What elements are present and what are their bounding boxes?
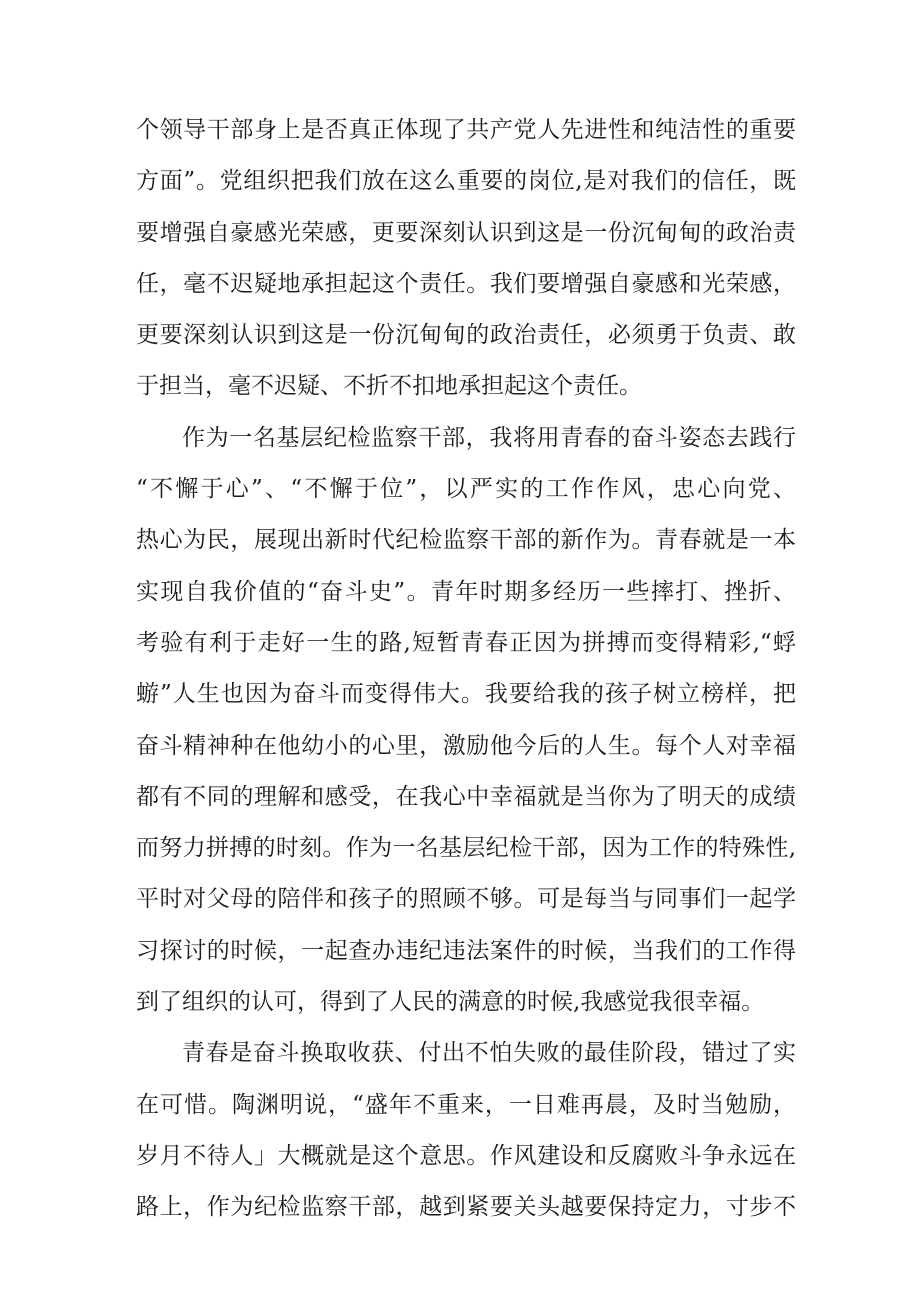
text-line: 路上，作为纪检监察干部，越到紧要关头越要保持定力，寸步不 — [136, 1194, 796, 1221]
text-line: 任，毫不迟疑地承担起这个责任。我们要增强自豪感和光荣感， — [136, 270, 796, 297]
text-line: 考验有利于走好一生的路,短暂青春正因为拼搏而变得精彩,“蜉 — [136, 629, 796, 656]
text-line: 而努力拼搏的时刻。作为一名基层纪检干部，因为工作的特殊性, — [136, 835, 796, 862]
text-line: 岁月不待人」大概就是这个意思。作风建设和反腐败斗争永远在 — [136, 1142, 796, 1169]
text-line: 于担当，毫不迟疑、不折不扣地承担起这个责任。 — [136, 373, 642, 400]
text-line: 蝣”人生也因为奋斗而变得伟大。我要给我的孩子树立榜样，把 — [136, 681, 796, 708]
text-line: 方面”。党组织把我们放在这么重要的岗位,是对我们的信任，既 — [136, 168, 796, 195]
text-line: 更要深刻认识到这是一份沉甸甸的政治责任，必须勇于负责、敢 — [136, 322, 796, 349]
text-line: 个领导干部身上是否真正体现了共产党人先进性和纯洁性的重要 — [136, 117, 796, 143]
text-line: “不懈于心”、“不懈于位”，以严实的工作作风，忠心向党、 — [136, 476, 796, 503]
document-body — [136, 105, 796, 1234]
text-line: 都有不同的理解和感受，在我心中幸福就是当你为了明天的成绩 — [136, 783, 796, 810]
text-line: 实现自我价值的“奋斗史”。青年时期多经历一些摔打、挫折、 — [136, 578, 796, 605]
text-line: 作为一名基层纪检监察干部，我将用青春的奋斗姿态去践行 — [182, 424, 796, 451]
text-line: 在可惜。陶渊明说，“盛年不重来，一日难再晨，及时当勉励， — [136, 1091, 796, 1118]
text-line: 奋斗精神种在他幼小的心里，激励他今后的人生。每个人对幸福 — [136, 732, 796, 759]
text-line: 到了组织的认可，得到了人民的满意的时候,我感觉我很幸福。 — [136, 989, 765, 1016]
text-line: 习探讨的时候，一起查办违纪违法案件的时候，当我们的工作得 — [136, 937, 796, 964]
text-line: 青春是奋斗换取收获、付出不怕失败的最佳阶段，错过了实 — [182, 1040, 796, 1067]
text-line: 热心为民，展现出新时代纪检监察干部的新作为。青春就是一本 — [136, 527, 796, 554]
text-line: 要增强自豪感光荣感，更要深刻认识到这是一份沉甸甸的政治责 — [136, 219, 796, 246]
text-line: 平时对父母的陪伴和孩子的照顾不够。可是每当与同事们一起学 — [136, 886, 796, 913]
